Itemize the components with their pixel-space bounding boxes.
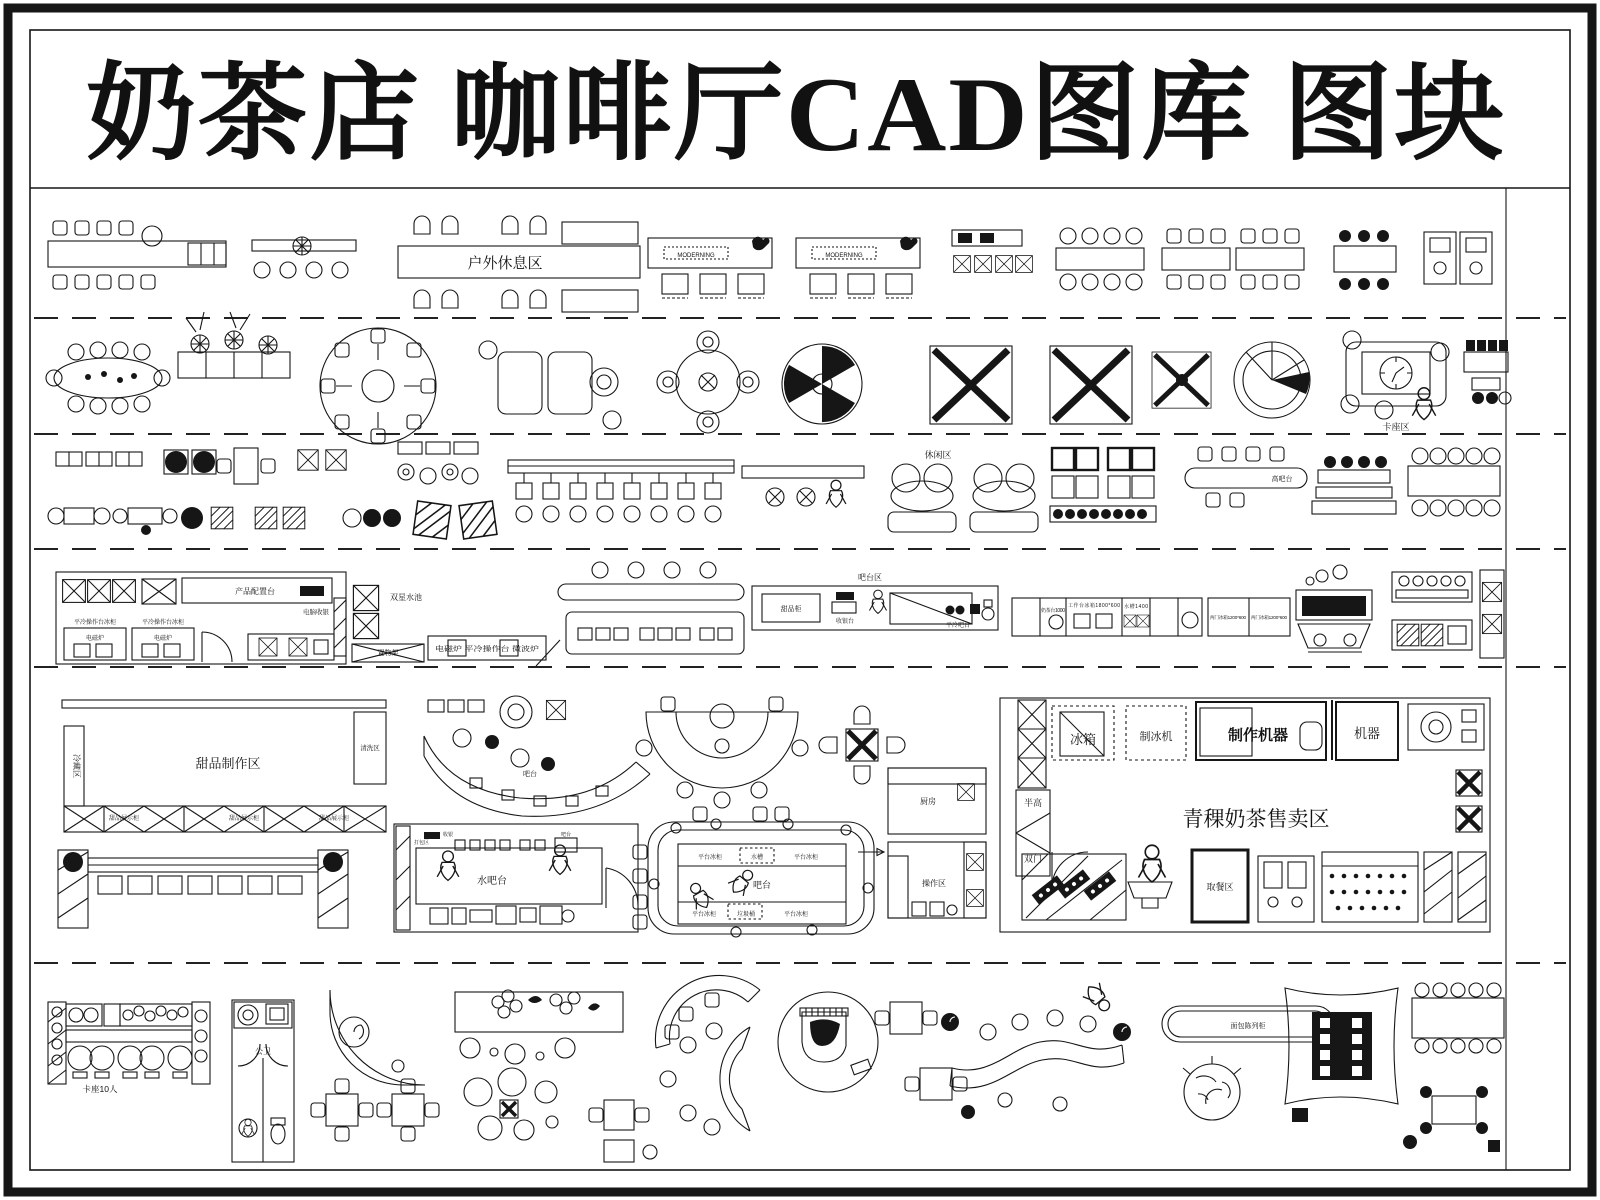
block-equipment-strip — [1012, 598, 1290, 636]
block-shelf-cart — [1392, 570, 1504, 658]
block-table-2-chairs-v — [217, 448, 275, 484]
label-double-door: 双门 — [1023, 854, 1043, 864]
block-diagonal-tables — [875, 1002, 975, 1119]
label-brand: MODERNING — [825, 253, 863, 259]
block-parasol-table-1 — [930, 346, 1012, 424]
label-storage-rack: 置物架 — [377, 650, 399, 657]
label-packing-area: 打包区 — [414, 840, 430, 846]
block-stone-bar-plan — [633, 807, 874, 937]
label-machine: 机器 — [1353, 726, 1381, 741]
block-long-counter-posts — [58, 850, 348, 928]
block-espresso-machine — [1296, 565, 1372, 652]
block-kitchen-plan — [56, 572, 346, 664]
block-double-long-table — [1162, 229, 1304, 289]
label-sales-area: 青稞奶茶售卖区 — [1182, 808, 1330, 831]
block-curved-bar-plan — [424, 696, 650, 816]
block-parasol-table-2 — [1050, 346, 1132, 424]
label-combo-counter: 电磁炉 平冷操作台 微波炉 — [435, 646, 516, 653]
block-bar-strip — [752, 572, 998, 630]
block-c-counter-stools — [660, 1023, 750, 1135]
block-dark-gaming-table — [1285, 988, 1398, 1122]
label-induction-cooker: 电磁炉 — [153, 636, 173, 642]
block-water-bar-plan — [394, 824, 638, 932]
block-high-bar — [1185, 447, 1307, 507]
block-console-plants — [178, 312, 290, 378]
block-dark-x-table — [819, 706, 905, 784]
label-high-bar: 高吧台 — [1271, 476, 1293, 483]
block-long-table-10 — [1408, 448, 1500, 516]
block-semicircle-bar — [636, 697, 808, 808]
block-dark-circle-bench — [1312, 456, 1396, 514]
block-framed-panels — [1424, 232, 1492, 284]
block-round-table-plan — [1234, 342, 1310, 418]
label-product-config: 产品配置台 — [235, 587, 275, 596]
block-cafe-table-sets — [48, 501, 497, 539]
block-public-toilet — [232, 1000, 294, 1162]
label-bar: 吧台 — [560, 832, 572, 838]
block-coffee-station — [952, 230, 1032, 272]
label-worktop-fridge: 工作台冰箱1800*600 — [1068, 603, 1120, 609]
label-dessert-display: 甜品展示柜 — [108, 816, 140, 822]
block-square-tables-pair — [311, 1079, 439, 1141]
block-curved-reception — [330, 990, 425, 1085]
label-double-sink: 双星水池 — [390, 593, 422, 602]
label-two-door-fridge: 两门冰箱1200*600 — [1210, 615, 1246, 620]
block-leisure-sofas — [888, 449, 1038, 532]
label-outdoor-rest: 户外休息区 — [467, 255, 543, 272]
block-circle-cluster — [464, 1068, 558, 1140]
block-dark-chair-bench — [1464, 340, 1511, 404]
label-cold-counter-freezer: 平冷操作台冰柜 — [141, 620, 185, 626]
block-parasol-dark — [1152, 352, 1211, 408]
label-booth-area: 卡座区 — [1382, 422, 1410, 432]
block-flower-buffet — [455, 990, 623, 1064]
label-kitchen: 厨房 — [920, 797, 936, 806]
block-small-dark-set — [1403, 1086, 1500, 1152]
label-cold-counter-freezer: 平冷操作台冰柜 — [73, 620, 117, 626]
block-milktea-sales-plan — [1000, 698, 1490, 932]
label-induction-cooker: 电磁炉 — [85, 636, 105, 642]
label-brand: MODERNING — [677, 253, 715, 259]
label-bar: 吧台 — [752, 880, 772, 890]
label-public-toilet: 公卫 — [255, 1047, 271, 1056]
label-milktea-counter: 奶茶台1000 — [1041, 608, 1065, 614]
block-booth-10 — [48, 1002, 210, 1094]
block-dark-planters — [164, 450, 216, 474]
block-curved-counter — [536, 562, 744, 666]
label-fridge: 冰箱 — [1069, 732, 1097, 747]
label-sink: 水槽 — [750, 855, 764, 861]
block-s-curve-counter — [941, 980, 1131, 1111]
block-sink-station — [352, 585, 546, 662]
label-booth-10: 卡座10人 — [82, 1084, 118, 1094]
block-booth-area — [1341, 331, 1449, 432]
label-cashier-pc: 电脑收银 — [303, 609, 329, 616]
block-bread-display — [1162, 1006, 1334, 1042]
block-hanging-glass-bar — [508, 460, 734, 522]
label-water-bar: 水吧台 — [477, 876, 507, 887]
block-outdoor-rest-table — [398, 216, 640, 312]
label-sink-1400: 水槽1400 — [1124, 604, 1148, 610]
label-cashier-desk: 收银台 — [835, 619, 855, 625]
block-small-cabinets — [56, 452, 142, 466]
block-counter-person — [742, 466, 864, 507]
block-tables-small-pair — [589, 1100, 657, 1162]
label-bar-zone: 吧台区 — [858, 573, 882, 582]
label-ice-maker: 制冰机 — [1139, 731, 1173, 743]
block-round-table-wedge-seats — [773, 344, 862, 432]
label-trash-bin: 垃圾桶 — [736, 912, 756, 918]
block-sofa-pair — [479, 341, 621, 429]
block-crescent-bench — [655, 976, 760, 1048]
label-pickup-area: 取餐区 — [1206, 882, 1234, 892]
label-making-machine: 制作机器 — [1227, 727, 1289, 744]
label-dessert-making: 甜品制作区 — [195, 756, 261, 771]
label-dessert-display: 甜品展示柜 — [228, 816, 260, 822]
label-cold-storage: 冷藏区 — [72, 754, 81, 778]
label-platform-freezer: 平台冰柜 — [697, 855, 723, 861]
block-bar-bench-plant — [252, 237, 356, 278]
label-cleaning-area: 清洗区 — [360, 745, 380, 752]
block-brand-bench-2 — [796, 237, 920, 298]
block-conference-table — [48, 221, 226, 289]
label-dessert-cabinet: 甜品柜 — [780, 606, 802, 613]
label-cashier: 收银 — [442, 832, 454, 838]
block-xtables — [298, 450, 346, 470]
block-round-table-4-ring-chairs — [657, 331, 759, 433]
block-long-table-10-round — [1412, 983, 1504, 1053]
label-two-door-fridge: 两门冰箱1200*600 — [1251, 615, 1287, 620]
block-dark-stool-table — [1334, 230, 1396, 290]
block-dessert-making-area — [62, 700, 386, 832]
label-bar: 吧台 — [523, 771, 537, 778]
block-tree — [1183, 1056, 1241, 1120]
label-half-height: 半高 — [1023, 798, 1043, 808]
block-stool-bar-v — [398, 442, 478, 484]
label-platform-freezer: 平台冰柜 — [783, 912, 809, 918]
block-oval-table — [46, 342, 170, 414]
block-piano — [778, 992, 878, 1092]
block-table-8-stools — [1056, 228, 1144, 290]
block-round-bar — [320, 328, 436, 444]
block-stool-grid — [1050, 448, 1156, 522]
label-dessert-display: 甜品展示柜 — [318, 816, 350, 822]
label-leisure-area: 休闲区 — [924, 450, 952, 460]
label-bread-display: 面包陈列柜 — [1230, 1023, 1266, 1030]
sheet-title: 奶茶店 咖啡厅CAD图库 图块 — [86, 56, 1506, 173]
label-platform-freezer: 平台冰柜 — [691, 912, 717, 918]
block-brand-bench-1 — [648, 237, 772, 298]
label-operation-area: 操作区 — [922, 879, 946, 888]
label-cold-bar: 平冷吧台 — [945, 623, 971, 629]
label-platform-freezer: 平台冰柜 — [793, 855, 819, 861]
block-kitchen-operation-plan — [858, 768, 986, 918]
